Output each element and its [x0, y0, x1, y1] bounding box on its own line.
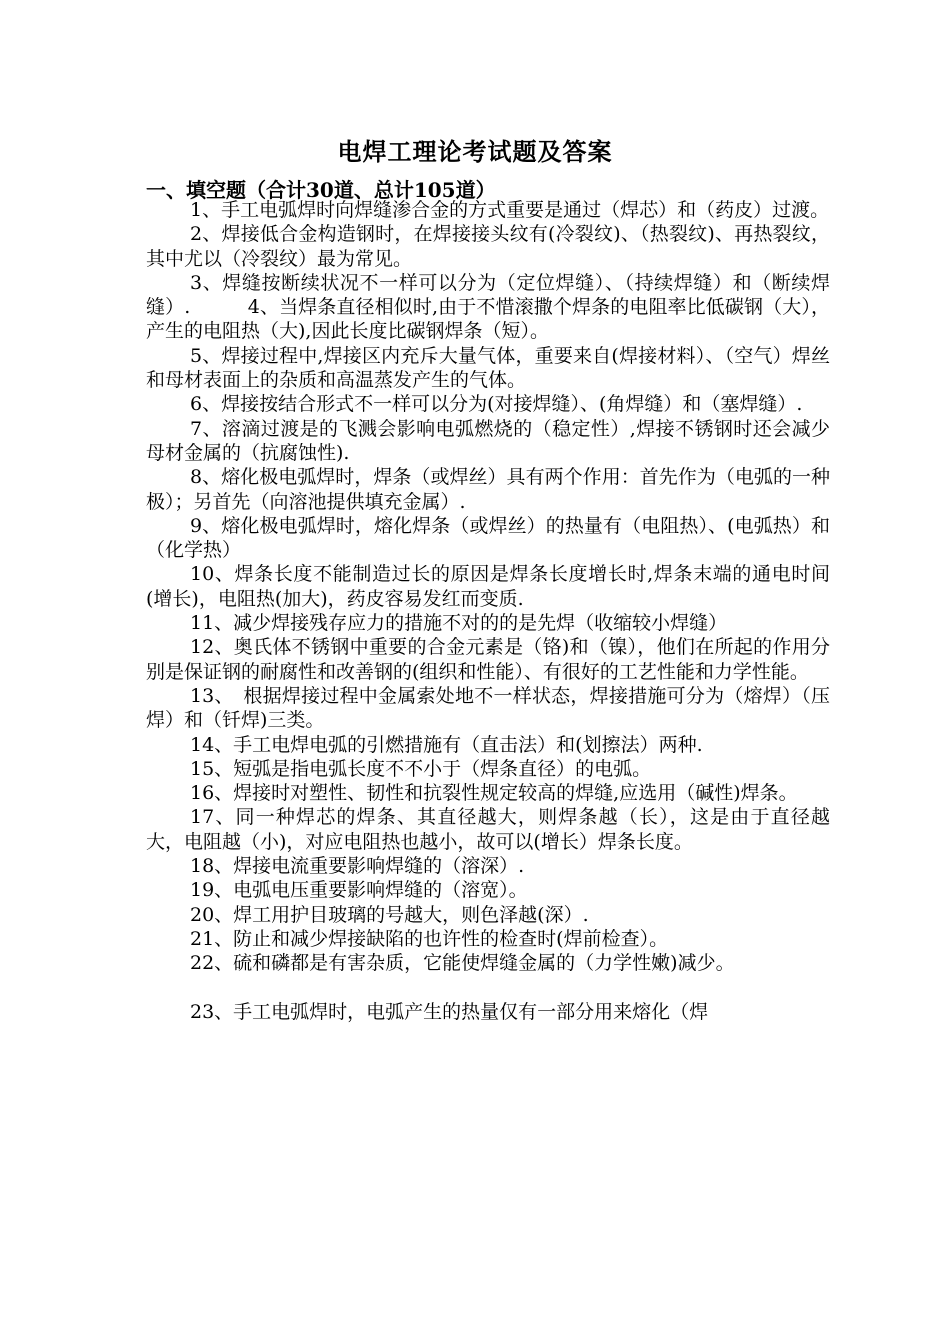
question-item: 1、手工电弧焊时向焊缝渗合金的方式重要是通过（焊芯）和（药皮）过渡。: [190, 199, 830, 221]
question-list: [146, 198, 830, 1024]
section-heading: 一、填空题（合计30道、总计105道）: [146, 178, 496, 202]
question-item: 9、熔化极电弧焊时，熔化焊条（或焊丝）的热量有（电阻热）、(电弧热）和（化学热）: [146, 514, 830, 562]
question-item: 5、焊接过程中,焊接区内充斥大量气体，重要来自(焊接材料）、（空气）焊丝和母材表面上的杂质和高温蒸发产生的气体。: [146, 344, 830, 392]
question-item: 8、熔化极电弧焊时，焊条（或焊丝）具有两个作用：首先作为（电弧的一种极）；另首先（向溶池提供填充金属）.: [146, 466, 830, 513]
question-item: 23、手工电弧焊时，电弧产生的热量仅有一部分用来熔化（焊: [190, 1000, 709, 1023]
question-item: 3、焊缝按断续状况不一样可以分为（定位焊缝）、（持续焊缝）和（断续焊缝）. 4、当焊条直径相似时,由于不惜滚撒个焊条的电阻率比低碳钢（大），产生的电阻热（大),因此长度比碳钢焊条（短）。: [146, 271, 830, 343]
question-item: 22、硫和磷都是有害杂质，它能使焊缝金属的（力学性嫩)减少。: [190, 952, 735, 975]
question-item: 12、奥氏体不锈钢中重要的合金元素是（铬)和（镍），他们在所起的作用分别是保证钢的耐腐性和改善钢的(组织和性能）、有很好的工艺性能和力学性能。: [146, 636, 830, 683]
question-item: 14、手工电焊电弧的引燃措施有（直击法）和(划擦法）两种.: [190, 733, 703, 756]
question-item: 18、焊接电流重要影响焊缝的（溶深）.: [190, 855, 525, 878]
question-item: 7、溶滴过渡是的飞溅会影响电弧燃烧的（稳定性）,焊接不锈钢时还会减少母材金属的（抗腐蚀性).: [146, 417, 830, 464]
question-item: 10、焊条长度不能制造过长的原因是焊条长度增长时,焊条末端的通电时间(增长)，电阻热(加大)，药皮容易发红而变质.: [146, 563, 830, 610]
question-item: 15、短弧是指电弧长度不不小于（焊条直径）的电弧。: [190, 757, 652, 780]
question-item: 20、焊工用护目玻璃的号越大，则色泽越(深）.: [190, 903, 589, 926]
question-item: 16、焊接时对塑性、韧性和抗裂性规定较高的焊缝,应选用（碱性)焊条。: [190, 782, 798, 805]
question-item: 13、 根据焊接过程中金属索处地不一样状态，焊接措施可分为（熔焊）（压焊）和（钎焊)三类。: [146, 684, 830, 732]
question-item: 2、焊接低合金构造钢时，在焊接接头纹有(冷裂纹)、（热裂纹)、再热裂纹，其中尤以（冷裂纹）最为常见。: [146, 223, 830, 270]
question-item: 11、减少焊接残存应力的措施不对的的是先焊（收缩较小焊缝）: [190, 612, 728, 635]
question-item: 17、同一种焊芯的焊条、其直径越大，则焊条越（长），这是由于直径越大，电阻越（小)，对应电阻热也越小，故可以(增长）焊条长度。: [146, 806, 830, 853]
question-item: 6、焊接按结合形式不一样可以分为(对接焊缝）、(角焊缝）和（塞焊缝）.: [190, 393, 803, 416]
question-item: 21、防止和减少焊接缺陷的也许性的检查时(焊前检查）。: [190, 927, 669, 950]
question-item: 19、电弧电压重要影响焊缝的（溶宽）。: [190, 879, 528, 902]
document-title: 电焊工理论考试题及答案: [337, 137, 613, 166]
